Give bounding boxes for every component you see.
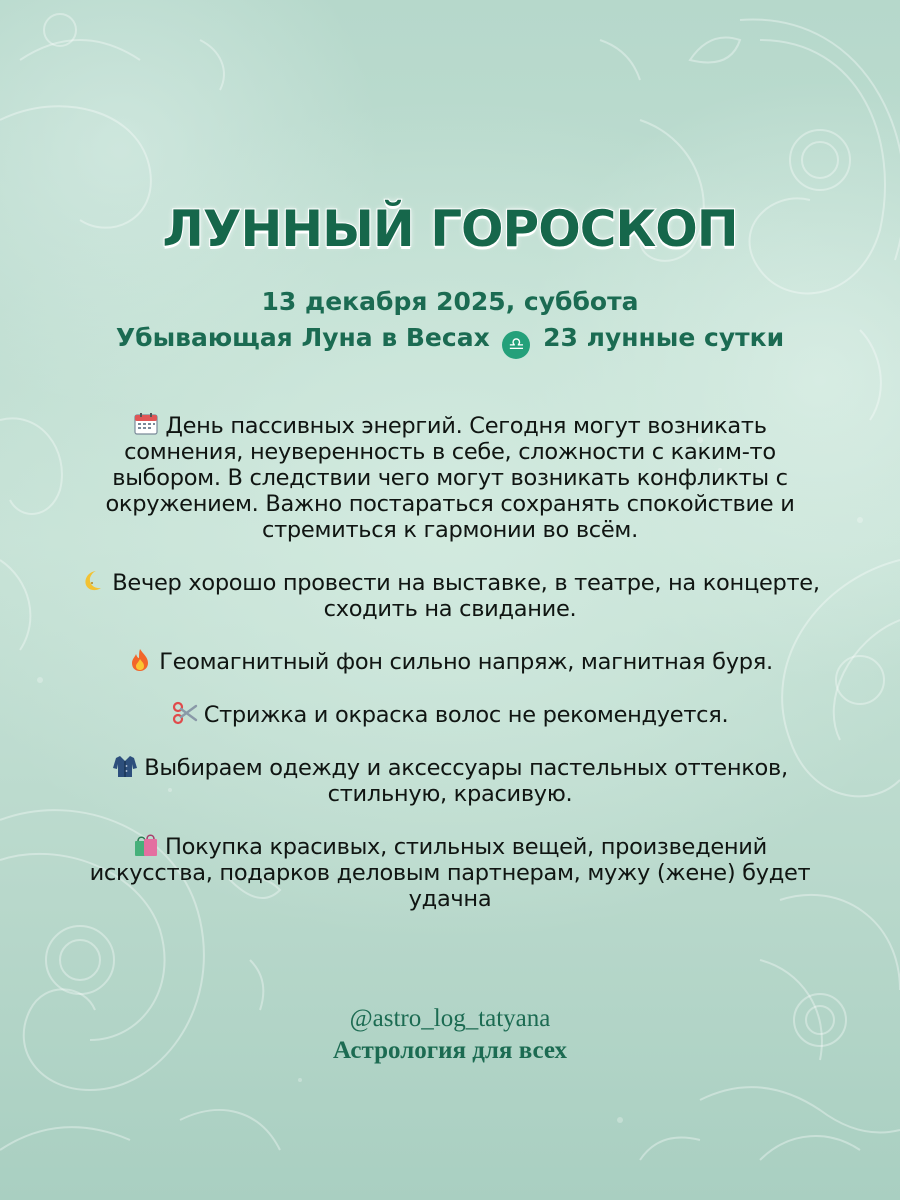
tagline: Астрология для всех <box>333 1037 567 1064</box>
paragraph-shopping <box>80 833 820 912</box>
horoscope-body <box>80 412 820 938</box>
jacket-icon <box>112 754 138 778</box>
date-line: 13 декабря 2025, суббота <box>261 287 639 316</box>
moon-phase-line <box>0 320 900 359</box>
paragraph-text: Вечер хорошо провести на выставке, в театре, на концерте, сходить на свидание. <box>112 570 820 622</box>
libra-icon: ♎ <box>502 331 530 359</box>
paragraph-text: Геомагнитный фон сильно напряж, магнитная буря. <box>159 649 773 675</box>
scissors-icon <box>172 701 198 725</box>
moon-phase-text: Убывающая Луна в Весах <box>115 323 490 352</box>
paragraph-text: День пассивных энергий. Сегодня могут возникать сомнения, неуверенность в себе, сложности с каким-то выбором. В следствии чего могут возникать конфликты с окружением. Важно постараться сохранять спокойствие и стремиться к гармонии во всём. <box>105 413 795 543</box>
crescent-moon-icon <box>80 569 106 593</box>
paragraph-text: Стрижка и окраска волос не рекомендуется. <box>203 702 729 728</box>
paragraph-clothing <box>80 754 820 807</box>
calendar-icon <box>133 412 159 436</box>
subtitle <box>0 284 900 359</box>
paragraph-text: Выбираем одежду и аксессуары пастельных оттенков, стильную, красивую. <box>144 755 788 807</box>
page-title: ЛУННЫЙ ГОРОСКОП <box>162 200 738 258</box>
paragraph-evening <box>80 569 820 622</box>
paragraph-day-energy <box>80 412 820 543</box>
lunar-day-text: 23 лунные сутки <box>543 323 785 352</box>
paragraph-geomagnetic <box>80 648 820 675</box>
footer <box>0 1003 900 1067</box>
author-handle: @astro_log_tatyana <box>349 1005 551 1032</box>
fire-icon <box>127 648 153 672</box>
shopping-bags-icon <box>133 833 159 857</box>
paragraph-text: Покупка красивых, стильных вещей, произведений искусства, подарков деловым партнерам, мужу (жене) будет удачна <box>89 834 811 912</box>
paragraph-haircut <box>80 701 820 728</box>
